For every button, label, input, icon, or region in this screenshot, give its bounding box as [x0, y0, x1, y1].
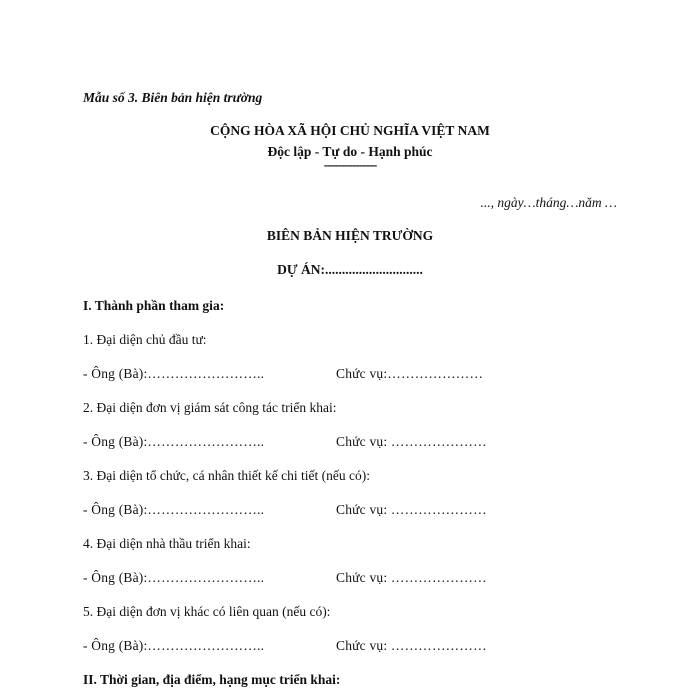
- group-3-position-field: Chức vụ: …………………: [336, 502, 487, 517]
- group-4-label: 4. Đại diện nhà thầu triển khai:: [83, 536, 251, 551]
- project-line: DỰ ÁN:.............................: [277, 262, 423, 277]
- date-line: ..., ngày…tháng…năm …: [480, 195, 617, 210]
- group-2-person-field: - Ông (Bà):……………………..: [83, 434, 265, 449]
- form-label: Mẫu số 3. Biên bản hiện trường: [83, 90, 263, 105]
- group-2-position-field: Chức vụ: …………………: [336, 434, 487, 449]
- group-4-position-field: Chức vụ: …………………: [336, 570, 487, 585]
- section-1-heading: I. Thành phần tham gia:: [83, 298, 225, 313]
- group-3-person-field: - Ông (Bà):……………………..: [83, 502, 265, 517]
- motto: Độc lập - Tự do - Hạnh phúc: [267, 144, 433, 159]
- group-3-label: 3. Đại diện tổ chức, cá nhân thiết kế chi tiết (nếu có):: [83, 468, 370, 483]
- group-2-label: 2. Đại diện đơn vị giám sát công tác triển khai:: [83, 400, 337, 415]
- group-1-label: 1. Đại diện chủ đầu tư:: [83, 332, 207, 347]
- motto-rule: ---------------: [323, 157, 377, 172]
- nation-heading: CỘNG HÒA XÃ HỘI CHỦ NGHĨA VIỆT NAM: [210, 123, 490, 138]
- group-1-position-field: Chức vụ:…………………: [336, 366, 484, 381]
- group-5-person-field: - Ông (Bà):……………………..: [83, 638, 265, 653]
- document-title: BIÊN BẢN HIỆN TRƯỜNG: [266, 228, 434, 243]
- section-2-heading: II. Thời gian, địa điểm, hạng mục triển khai:: [83, 672, 341, 687]
- group-4-person-field: - Ông (Bà):……………………..: [83, 570, 265, 585]
- group-5-position-field: Chức vụ: …………………: [336, 638, 487, 653]
- group-1-person-field: - Ông (Bà):……………………..: [83, 366, 265, 381]
- group-5-label: 5. Đại diện đơn vị khác có liên quan (nếu có):: [83, 604, 331, 619]
